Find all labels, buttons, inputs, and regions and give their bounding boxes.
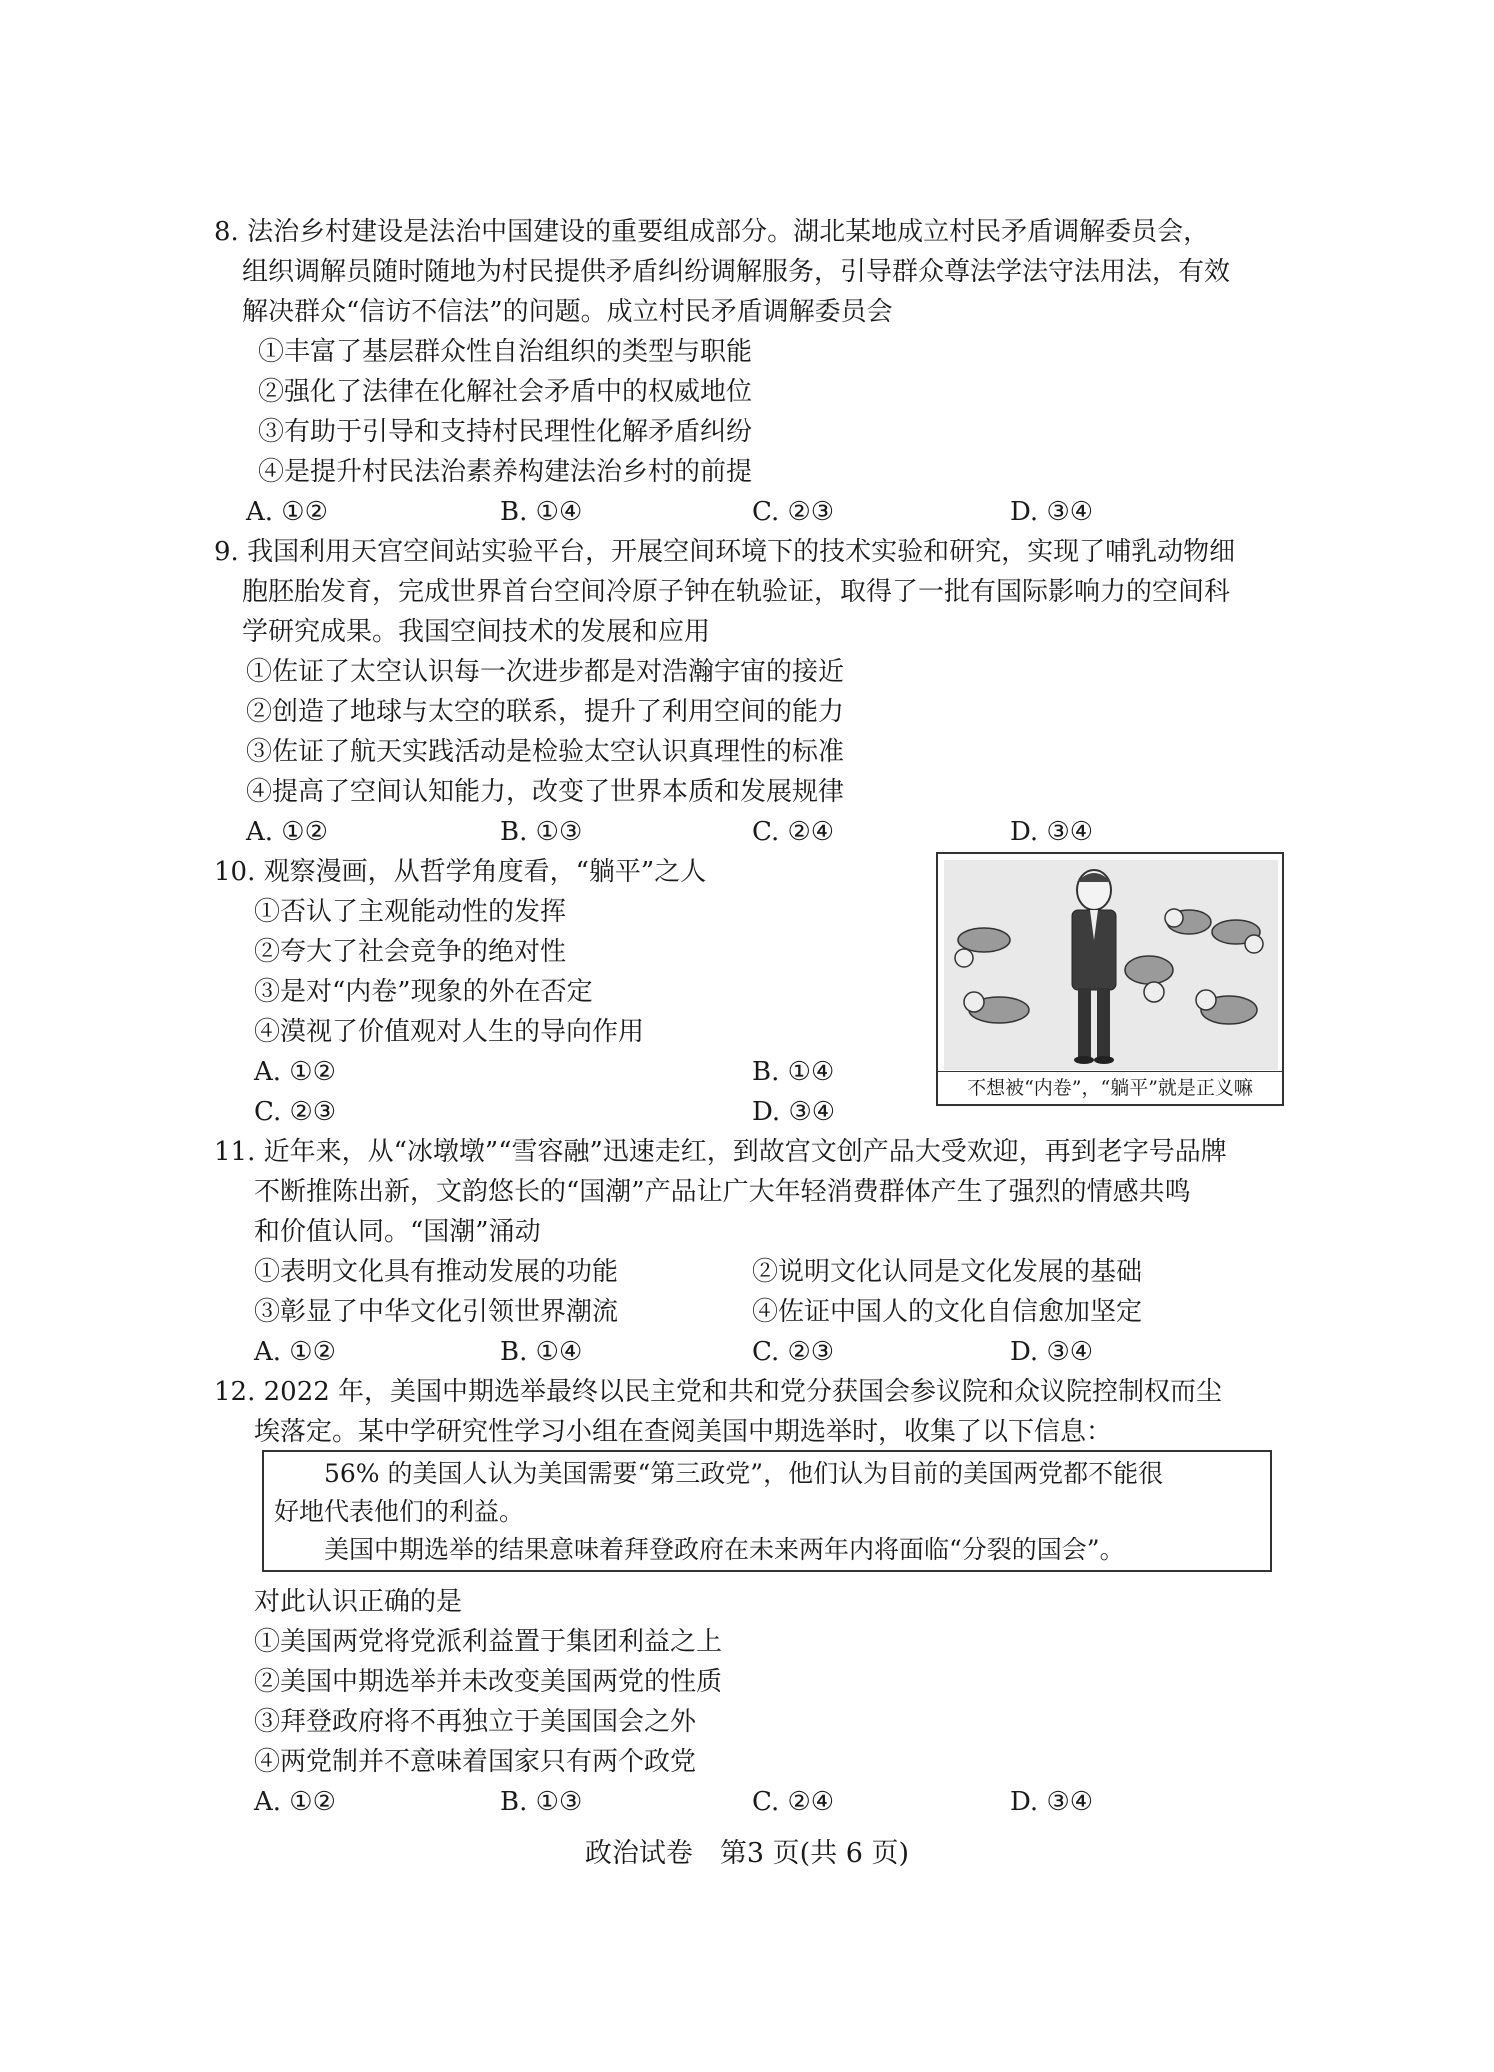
cartoon-figure	[936, 852, 1284, 1106]
q11-item-3: ③彰显了中华文化引领世界潮流	[254, 1297, 619, 1327]
q8-item-3: ③有助于引导和支持村民理性化解矛盾纠纷	[258, 417, 753, 447]
q11-option-b: B. ①④	[500, 1337, 583, 1367]
q12-option-d: D. ③④	[1010, 1787, 1094, 1817]
q10-item-2: ②夸大了社会竞争的绝对性	[254, 937, 567, 967]
cartoon-caption: 不想被“内卷”，“躺平”就是正义嘛	[938, 1071, 1282, 1104]
q11-stem-line-1: 11. 近年来，从“冰墩墩”“雪容融”迅速走红，到故宫文创产品大受欢迎，再到老字号品牌	[214, 1137, 1227, 1167]
q11-option-d: D. ③④	[1010, 1337, 1094, 1367]
q9-item-3: ③佐证了航天实践活动是检验太空认识真理性的标准	[246, 737, 845, 767]
q12-item-1: ①美国两党将党派利益置于集团利益之上	[254, 1627, 723, 1657]
q8-stem-line-3: 解决群众“信访不信法”的问题。成立村民矛盾调解委员会	[242, 297, 893, 327]
q12-option-a: A. ①②	[254, 1787, 336, 1817]
q11-option-c: C. ②③	[752, 1337, 835, 1367]
q12-item-4: ④两党制并不意味着国家只有两个政党	[254, 1747, 697, 1777]
q8-stem-line-1: 8. 法治乡村建设是法治中国建设的重要组成部分。湖北某地成立村民矛盾调解委员会，	[214, 217, 1210, 247]
q12-info-box	[262, 1450, 1272, 1572]
page-footer: 政治试卷 第3 页(共 6 页)	[584, 1838, 910, 1869]
q12-box-line-2: 好地代表他们的利益。	[274, 1497, 525, 1526]
q8-stem-line-2: 组织调解员随时随地为村民提供矛盾纠纷调解服务，引导群众尊法学法守法用法，有效	[242, 257, 1231, 287]
q10-item-3: ③是对“内卷”现象的外在否定	[254, 977, 593, 1007]
q8-option-a: A. ①②	[246, 497, 328, 527]
q8-option-b: B. ①④	[500, 497, 583, 527]
q10-item-4: ④漠视了价值观对人生的导向作用	[254, 1017, 645, 1047]
q12-box-line-1: 56% 的美国人认为美国需要“第三政党”，他们认为目前的美国两党都不能很	[324, 1459, 1164, 1488]
q9-stem-line-2: 胞胚胎发育，完成世界首台空间冷原子钟在轨验证，取得了一批有国际影响力的空间科	[242, 577, 1231, 607]
q9-option-c: C. ②④	[752, 817, 835, 847]
q11-stem-line-2: 不断推陈出新，文韵悠长的“国潮”产品让广大年轻消费群体产生了强烈的情感共鸣	[254, 1177, 1191, 1207]
q10-option-d: D. ③④	[752, 1097, 836, 1127]
q8-item-2: ②强化了法律在化解社会矛盾中的权威地位	[258, 377, 753, 407]
q12-item-3: ③拜登政府将不再独立于美国国会之外	[254, 1707, 697, 1737]
q9-item-2: ②创造了地球与太空的联系，提升了利用空间的能力	[246, 697, 845, 727]
cartoon-illustration	[944, 860, 1278, 1070]
q8-item-1: ①丰富了基层群众性自治组织的类型与职能	[258, 337, 753, 367]
q8-item-4: ④是提升村民法治素养构建法治乡村的前提	[258, 457, 753, 487]
q10-item-1: ①否认了主观能动性的发挥	[254, 897, 567, 927]
q8-option-c: C. ②③	[752, 497, 835, 527]
q9-stem-line-1: 9. 我国利用天宫空间站实验平台，开展空间环境下的技术实验和研究，实现了哺乳动物细	[214, 537, 1236, 567]
q9-item-4: ④提高了空间认知能力，改变了世界本质和发展规律	[246, 777, 845, 807]
q8-option-d: D. ③④	[1010, 497, 1094, 527]
q12-item-2: ②美国中期选举并未改变美国两党的性质	[254, 1667, 723, 1697]
q10-stem-line-1: 10. 观察漫画，从哲学角度看，“躺平”之人	[214, 857, 707, 887]
q9-option-d: D. ③④	[1010, 817, 1094, 847]
q11-stem-line-3: 和价值认同。“国潮”涌动	[254, 1217, 541, 1247]
q12-option-c: C. ②④	[752, 1787, 835, 1817]
q9-option-a: A. ①②	[246, 817, 328, 847]
q10-option-c: C. ②③	[254, 1097, 337, 1127]
q12-question-stem: 对此认识正确的是	[254, 1587, 463, 1617]
q12-option-b: B. ①③	[500, 1787, 583, 1817]
q10-option-a: A. ①②	[254, 1057, 336, 1087]
q12-stem-line-2: 埃落定。某中学研究性学习小组在查阅美国中期选举时，收集了以下信息：	[254, 1417, 1113, 1447]
q9-stem-line-3: 学研究成果。我国空间技术的发展和应用	[242, 617, 711, 647]
q10-option-b: B. ①④	[752, 1057, 835, 1087]
q12-box-line-3: 美国中期选举的结果意味着拜登政府在未来两年内将面临“分裂的国会”。	[324, 1535, 1125, 1564]
q11-item-4: ④佐证中国人的文化自信愈加坚定	[752, 1297, 1143, 1327]
q12-stem-line-1: 12. 2022 年，美国中期选举最终以民主党和共和党分获国会参议院和众议院控制权而尘	[214, 1377, 1223, 1407]
q11-option-a: A. ①②	[254, 1337, 336, 1367]
q9-option-b: B. ①③	[500, 817, 583, 847]
q11-item-2: ②说明文化认同是文化发展的基础	[752, 1257, 1143, 1287]
q9-item-1: ①佐证了太空认识每一次进步都是对浩瀚宇宙的接近	[246, 657, 845, 687]
q11-item-1: ①表明文化具有推动发展的功能	[254, 1257, 619, 1287]
